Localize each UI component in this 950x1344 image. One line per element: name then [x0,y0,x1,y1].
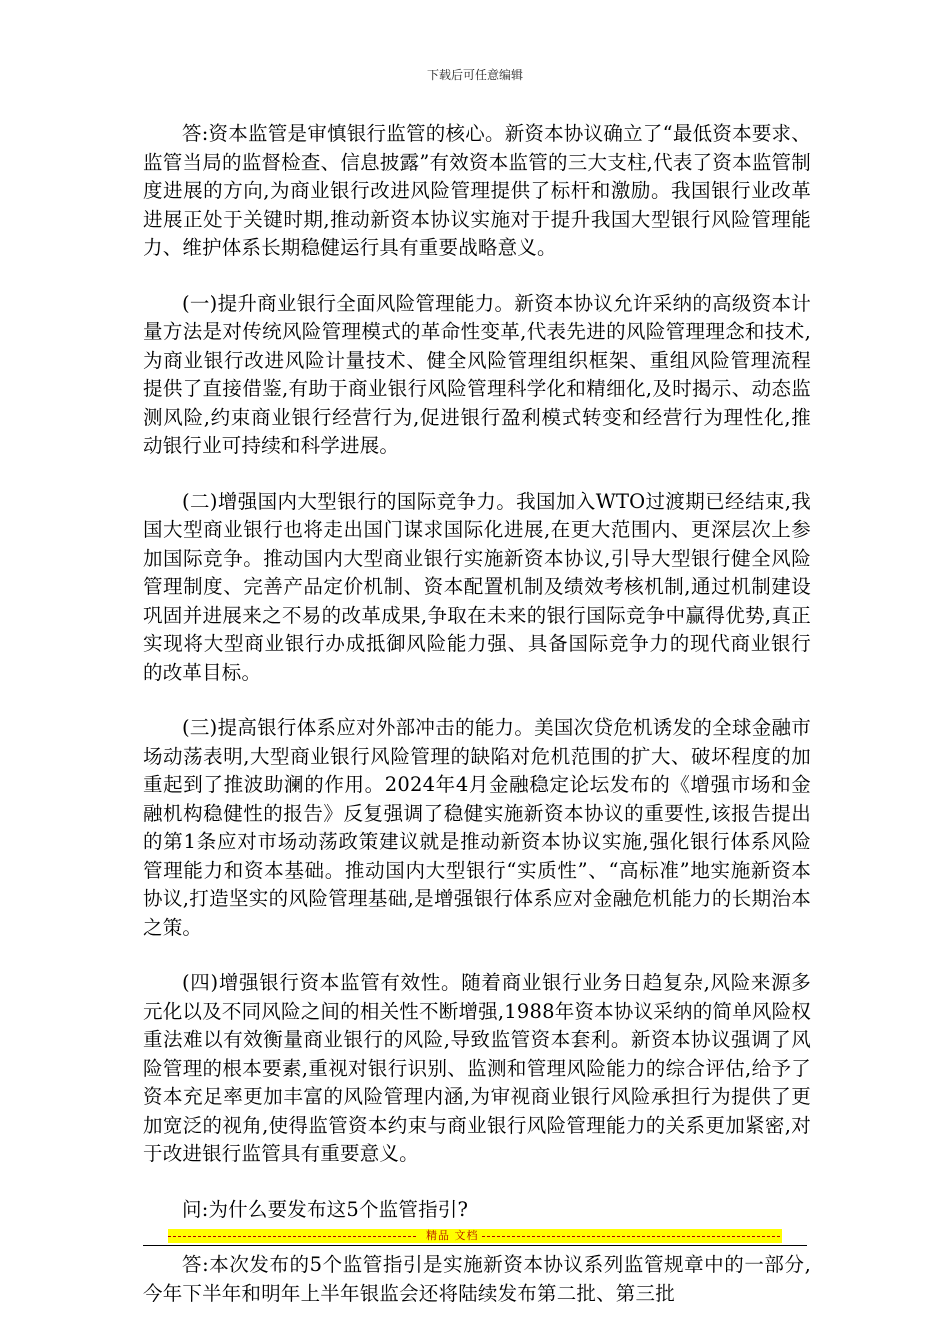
header-note: 下载后可任意编辑 [426,68,523,82]
paragraph-point-3: (三)提高银行体系应对外部冲击的能力。美国次贷危机诱发的全球金融市场动荡表明,大型商业银行风险管理的缺陷对危机范围的扩大、破坏程度的加重起到了推波助澜的作用。2024年4月金融稳定论坛发布的《增强市场和金融机构稳健性的报告》反复强调了稳健实施新资本协议的重要性,该报告提出的第1条应对市场动荡政策建议就是推动新资本协议实施,强化银行体系风险管理能力和资本基础。推动国内大型银行“实质性”、“高标准”地实施新资本协议,打造坚实的风险管理基础,是增强银行体系应对金融危机能力的长期治本之策。 [143,716,811,939]
document-body [143,120,811,1308]
paragraph-question: 问:为什么要发布这5个监管指引? [182,1197,469,1221]
paragraph-answer-intro: 答:资本监管是审慎银行监管的核心。新资本协议确立了“最低资本要求、监管当局的监督检查、信息披露”有效资本监管的三大支柱,代表了资本监管制度进展的方向,为商业银行改进风险管理提供了标杆和激励。我国银行业改革进展正处于关键时期,推动新资本协议实施对于提升我国大型银行风险管理能力、维护体系长期稳健运行具有重要战略意义。 [143,122,811,259]
footer-label: 精品 文档 [426,1229,479,1242]
paragraph-point-2: (二)增强国内大型银行的国际竞争力。我国加入WTO过渡期已经结束,我国大型商业银行也将走出国门谋求国际化进展,在更大范围内、更深层次上参加国际竞争。推动国内大型商业银行实施新资本协议,引导大型银行健全风险管理制度、完善产品定价机制、资本配置机制及绩效考核机制,通过机制建设巩固并进展来之不易的改革成果,争取在未来的银行国际竞争中赢得优势,真正实现将大型商业银行办成抵御风险能力强、具备国际竞争力的现代商业银行的改革目标。 [143,489,811,684]
footer-dash-right [482,1229,782,1243]
footer-dash-left [168,1229,418,1243]
footer-rule [143,1245,807,1246]
paragraph-point-1: (一)提升商业银行全面风险管理能力。新资本协议允许采纳的高级资本计量方法是对传统风险管理模式的革命性变革,代表先进的风险管理理念和技术,为商业银行改进风险计量技术、健全风险管理组织框架、重组风险管理流程提供了直接借鉴,有助于商业银行风险管理科学化和精细化,及时揭示、动态监测风险,约束商业银行经营行为,促进银行盈利模式转变和经营行为理性化,推动银行业可持续和科学进展。 [143,291,811,457]
footer-highlight-bar [168,1229,782,1243]
paragraph-point-4: (四)增强银行资本监管有效性。随着商业银行业务日趋复杂,风险来源多元化以及不同风险之间的相关性不断增强,1988年资本协议采纳的简单风险权重法难以有效衡量商业银行的风险,导致监管资本套利。新资本协议强调了风险管理的根本要素,重视对银行识别、监测和管理风险能力的综合评估,给予了资本充足率更加丰富的风险管理内涵,为审视商业银行风险承担行为提供了更加宽泛的视角,使得监管资本约束与商业银行风险管理能力的关系更加紧密,对于改进银行监管具有重要意义。 [143,971,811,1165]
paragraph-answer-guidelines: 答:本次发布的5个监管指引是实施新资本协议系列监管规章中的一部分,今年下半年和明年上半年银监会还将陆续发布第二批、第三批 [143,1253,811,1305]
